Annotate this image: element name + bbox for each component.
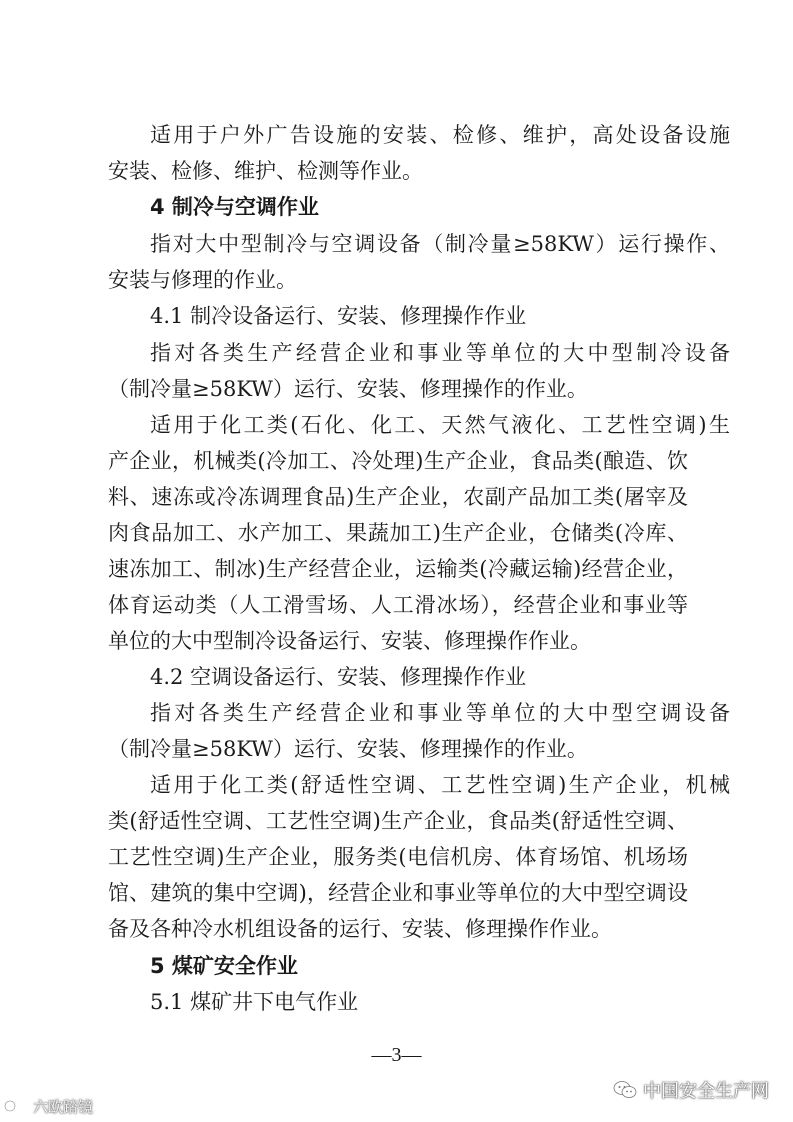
paragraph-line: 工艺性空调)生产企业，服务类(电信机房、体育场馆、机场场 xyxy=(108,845,688,869)
paragraph-line: 安装与修理的作业。 xyxy=(108,268,297,292)
paragraph-line: 馆、建筑的集中空调)，经营企业和事业等单位的大中型空调设 xyxy=(108,881,688,905)
watermark-right xyxy=(613,1076,769,1104)
paragraph-line: （制冷量≥58KW）运行、安装、修理操作的作业。 xyxy=(108,737,588,761)
paragraph-line: 产企业，机械类(冷加工、冷处理)生产企业，食品类(酿造、饮 xyxy=(108,449,688,473)
watermark-left-text: 六欧踏镜 xyxy=(33,1097,94,1116)
subsection-heading: 4.1 制冷设备运行、安装、修理操作作业 xyxy=(150,304,527,328)
paragraph-line: 指对各类生产经营企业和事业等单位的大中型制冷设备 xyxy=(150,341,730,365)
paragraph-line: 料、速冻或冷冻调理食品)生产企业，农副产品加工类(屠宰及 xyxy=(108,485,688,509)
paragraph-line: 安装、检修、维护、检测等作业。 xyxy=(108,159,423,183)
paragraph-line: 适用于化工类(石化、化工、天然气液化、工艺性空调)生 xyxy=(150,413,730,437)
paragraph-line: 类(舒适性空调、工艺性空调)生产企业，食品类(舒适性空调、 xyxy=(108,809,688,833)
section-heading: 5 煤矿安全作业 xyxy=(150,954,298,978)
paragraph-line: 速冻加工、制冰)生产经营企业，运输类(冷藏运输)经营企业， xyxy=(108,557,688,581)
paragraph-line: 指对大中型制冷与空调设备（制冷量≥58KW）运行操作、 xyxy=(150,232,730,256)
subsection-heading: 5.1 煤矿井下电气作业 xyxy=(150,990,359,1014)
paragraph-line: 指对各类生产经营企业和事业等单位的大中型空调设备 xyxy=(150,701,730,725)
paragraph-line: 肉食品加工、水产加工、果蔬加工)生产企业，仓储类(冷库、 xyxy=(108,521,688,545)
wechat-icon xyxy=(613,1080,637,1100)
page-number: —3— xyxy=(371,1044,422,1066)
section-heading: 4 制冷与空调作业 xyxy=(150,195,319,219)
paragraph-line: 体育运动类（人工滑雪场、人工滑冰场），经营企业和事业等 xyxy=(108,593,688,617)
paragraph-line: 单位的大中型制冷设备运行、安装、修理操作作业。 xyxy=(108,629,591,653)
watermark-logo-icon xyxy=(4,1097,30,1115)
watermark-left xyxy=(4,1094,93,1118)
subsection-heading: 4.2 空调设备运行、安装、修理操作作业 xyxy=(150,665,527,689)
watermark-right-text: 中国安全生产网 xyxy=(643,1081,769,1102)
paragraph-line: 备及各种冷水机组设备的运行、安装、修理操作作业。 xyxy=(108,917,612,941)
paragraph-line: 适用于户外广告设施的安装、检修、维护，高处设备设施 xyxy=(150,123,730,147)
paragraph-line: （制冷量≥58KW）运行、安装、修理操作的作业。 xyxy=(108,377,588,401)
paragraph-line: 适用于化工类(舒适性空调、工艺性空调)生产企业，机械 xyxy=(150,773,730,797)
